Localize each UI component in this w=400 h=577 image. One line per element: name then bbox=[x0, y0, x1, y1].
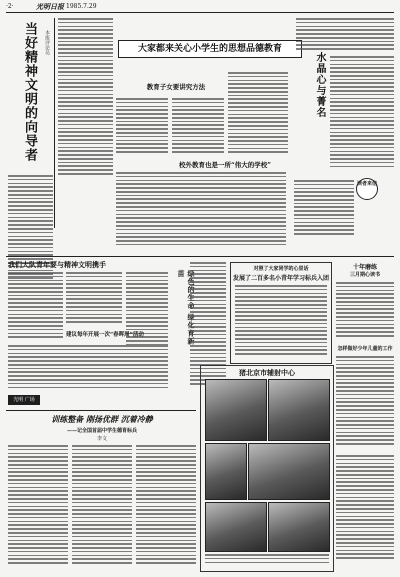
main-subhead: 教育子女要讲究方法 bbox=[146, 83, 206, 91]
bottom-left-col-2 bbox=[72, 445, 132, 570]
news-photo bbox=[205, 502, 267, 552]
left-vertical-title: 当好精神文明的向导者 bbox=[22, 22, 37, 162]
center-box-text bbox=[235, 285, 327, 359]
school-subhead: 校外教育也是一所“伟大的学校” bbox=[179, 161, 271, 169]
center-box-kicker: 对照了大家同学的心里话 bbox=[253, 266, 309, 272]
center-boxed-article bbox=[230, 262, 332, 364]
right-col-headline: 十年磨练 bbox=[352, 264, 377, 271]
news-photo bbox=[248, 443, 330, 500]
reader-letters-badge-icon: 读者来信 bbox=[356, 178, 378, 200]
news-photo bbox=[205, 443, 247, 500]
right-vertical-title: 水晶心与菁名 bbox=[314, 52, 325, 118]
news-photo bbox=[205, 379, 267, 441]
article-column-2 bbox=[172, 98, 224, 158]
mid-left-col-2 bbox=[66, 272, 122, 328]
page-number: ·2· bbox=[6, 3, 14, 10]
center-box-headline: 发展了二百多名小青年学习标兵入团 bbox=[233, 275, 330, 282]
bottom-left-author: 李文 bbox=[96, 436, 107, 442]
bottom-left-col-1 bbox=[8, 445, 68, 570]
left-vertical-byline: 本报评论员 bbox=[44, 30, 50, 55]
photo-feature-title: 猪北京市辅射中心 bbox=[239, 368, 295, 377]
photo-feature-box bbox=[200, 365, 334, 572]
school-article-body bbox=[116, 172, 286, 252]
article-column-3 bbox=[228, 72, 288, 158]
bottom-left-headline: 训练整备 刚扬优群 沉着冷静 bbox=[51, 414, 153, 424]
mid-left-lower-text bbox=[8, 345, 168, 391]
mid-left-subhead: 建议每年开展一次“春晖周”活动 bbox=[66, 332, 144, 338]
mid-left-col-1 bbox=[8, 272, 63, 342]
mid-left-headline: 我们大队青年要与精神文明携手 bbox=[8, 260, 106, 269]
right-bottom-text bbox=[336, 455, 394, 567]
right-column-text bbox=[330, 56, 394, 176]
right-col-text-2 bbox=[336, 356, 394, 451]
main-banner-headline: 大家都来关心小学生的思想品德教育 bbox=[118, 40, 302, 58]
newspaper-name: 光明日报 bbox=[36, 2, 64, 11]
issue-date: 1985.7.29 bbox=[66, 3, 97, 10]
left-article-body bbox=[58, 18, 113, 183]
plaza-column-banner: 光明 广场 bbox=[8, 395, 40, 405]
right-col-mid-headline: 怎样做好少年儿童的工作 bbox=[337, 346, 393, 352]
mid-left-col-3 bbox=[126, 272, 168, 352]
column-rule bbox=[54, 18, 55, 228]
news-photo bbox=[268, 502, 330, 552]
news-photo bbox=[268, 379, 330, 441]
right-col-subhead: 三月期心读书 bbox=[349, 272, 380, 278]
photo-captions bbox=[205, 554, 329, 568]
right-mid-text bbox=[294, 180, 354, 240]
page-header bbox=[6, 3, 394, 13]
bottom-left-subhead: ——记全国首届中学生德育标兵 bbox=[66, 428, 137, 434]
bottom-section-rule bbox=[6, 410, 196, 411]
section-divider bbox=[6, 256, 394, 257]
right-top-text bbox=[296, 18, 394, 54]
article-column-1 bbox=[116, 98, 168, 158]
center-vertical-headline: 绿化 苗 bbox=[177, 270, 196, 330]
right-col-text-1 bbox=[336, 282, 394, 342]
bottom-left-col-3 bbox=[136, 445, 196, 570]
